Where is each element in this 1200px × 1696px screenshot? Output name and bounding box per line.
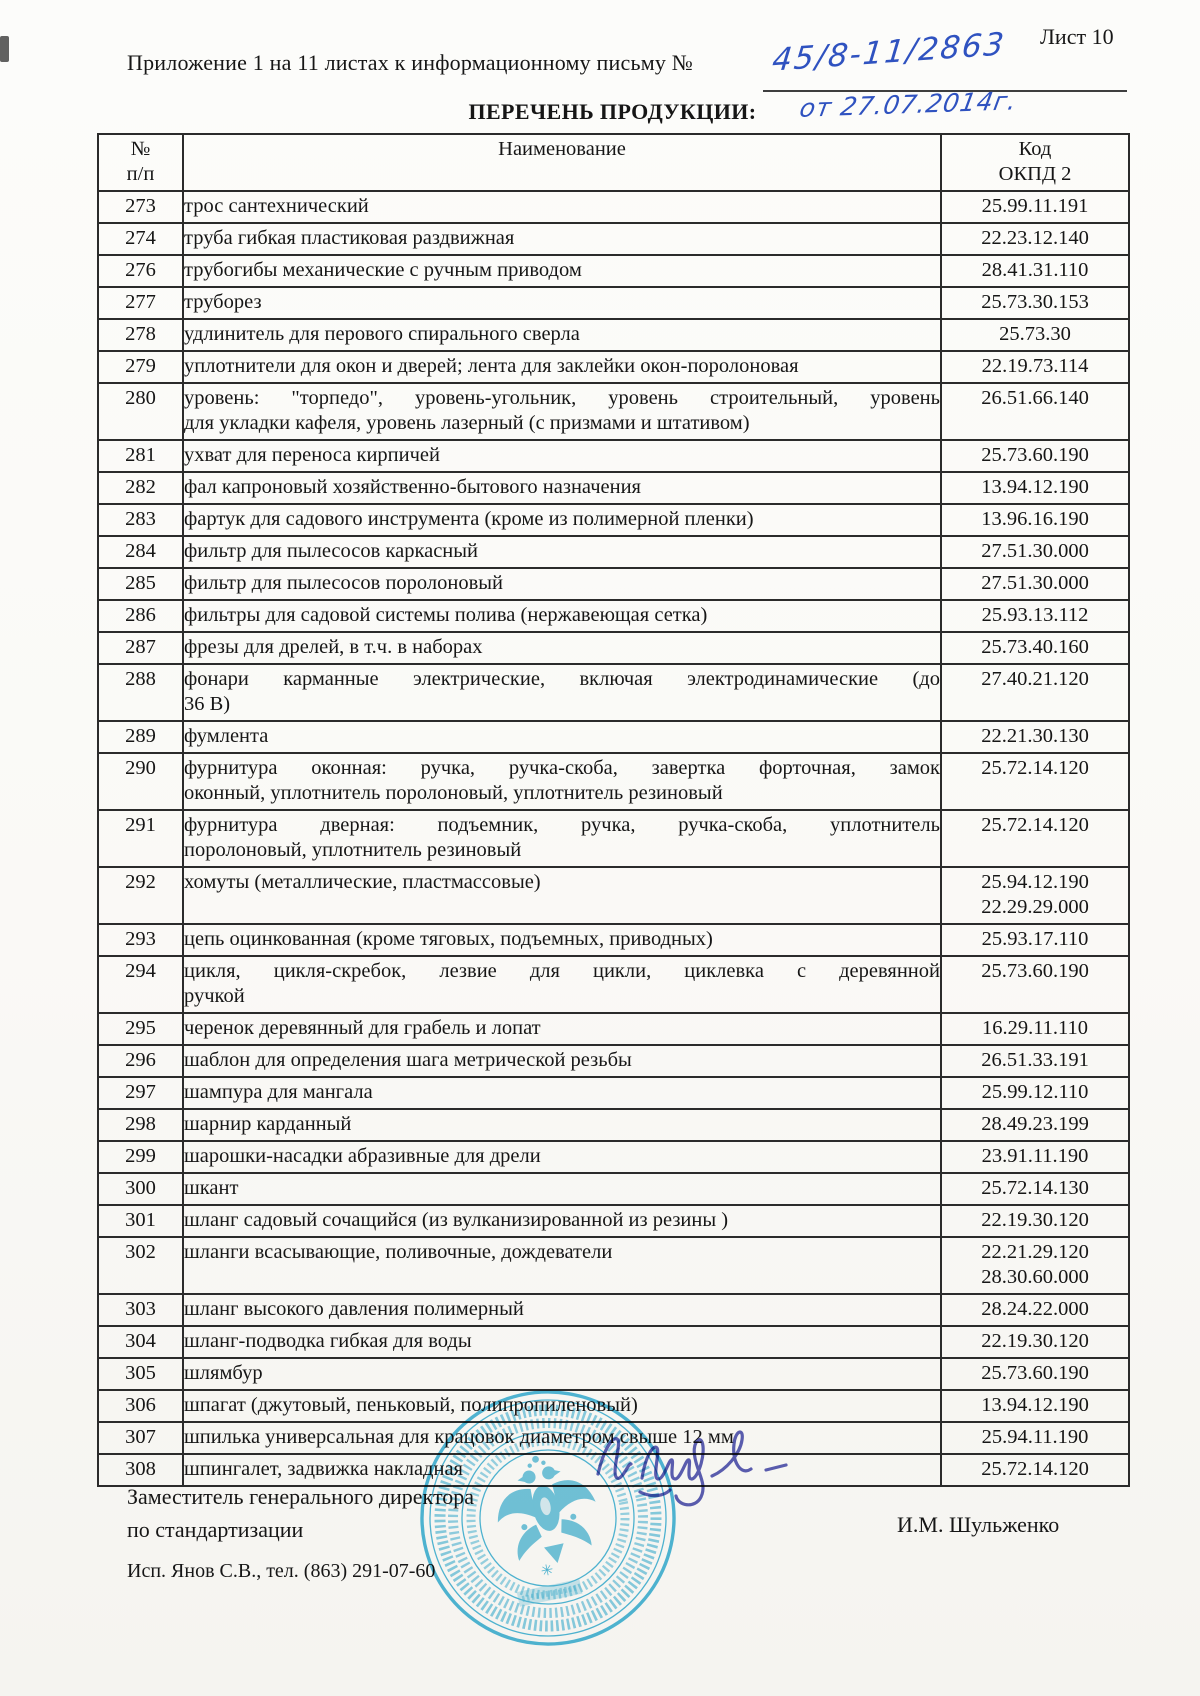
product-name	[183, 600, 941, 632]
row-number: 294	[98, 956, 183, 1013]
product-name-line: удлинитель для перового спирального сверла	[184, 323, 580, 345]
table-row	[98, 721, 1129, 753]
product-name-line: цикля, цикля-скребок, лезвие для цикли, циклевка с деревянной	[184, 960, 940, 982]
page-title: ПЕРЕЧЕНЬ ПРОДУКЦИИ:	[468, 99, 757, 124]
column-header-num-line2: п/п	[126, 163, 155, 185]
row-number: 274	[98, 223, 183, 255]
table-row	[98, 504, 1129, 536]
row-number: 290	[98, 753, 183, 810]
okpd-codes	[941, 383, 1129, 440]
table-row	[98, 956, 1129, 1013]
okpd-code: 25.73.30.153	[981, 291, 1089, 313]
product-name	[183, 810, 941, 867]
okpd-code: 13.96.16.190	[981, 508, 1089, 530]
row-number: 287	[98, 632, 183, 664]
okpd-code: 25.93.17.110	[981, 928, 1089, 950]
product-name-line: шарнир карданный	[184, 1113, 352, 1135]
okpd-codes	[941, 1109, 1129, 1141]
product-name	[183, 191, 941, 223]
table-row	[98, 223, 1129, 255]
okpd-codes	[941, 1205, 1129, 1237]
okpd-codes	[941, 472, 1129, 504]
table-row	[98, 255, 1129, 287]
product-name-line: для укладки кафеля, уровень лазерный (с призмами и штативом)	[184, 412, 750, 434]
table-header-row	[98, 134, 1129, 191]
row-number: 302	[98, 1237, 183, 1294]
product-name-line: уплотнители для окон и дверей; лента для заклейки окон-поролоновая	[184, 355, 799, 377]
table-row	[98, 287, 1129, 319]
row-number: 292	[98, 867, 183, 924]
okpd-code: 22.19.30.120	[981, 1330, 1089, 1352]
row-number: 304	[98, 1326, 183, 1358]
product-name-line: фумлента	[184, 725, 269, 747]
okpd-codes	[941, 287, 1129, 319]
okpd-code: 25.72.14.120	[981, 814, 1089, 836]
product-name-line: труба гибкая пластиковая раздвижная	[184, 227, 515, 249]
signer-position-line2: по стандартизации	[127, 1517, 304, 1542]
row-number: 308	[98, 1454, 183, 1486]
row-number: 285	[98, 568, 183, 600]
row-number: 306	[98, 1390, 183, 1422]
product-name	[183, 924, 941, 956]
product-name	[183, 319, 941, 351]
product-name-line: ручкой	[184, 985, 245, 1007]
okpd-code: 22.23.12.140	[981, 227, 1089, 249]
okpd-code: 23.91.11.190	[981, 1145, 1089, 1167]
product-name	[183, 351, 941, 383]
product-name-line: фонари карманные электрические, включая электродинамические (до	[184, 668, 940, 690]
table-row	[98, 191, 1129, 223]
okpd-codes	[941, 1013, 1129, 1045]
row-number: 299	[98, 1141, 183, 1173]
row-number: 288	[98, 664, 183, 721]
okpd-codes	[941, 1390, 1129, 1422]
okpd-code: 25.73.40.160	[981, 636, 1089, 658]
table-row	[98, 1205, 1129, 1237]
product-name	[183, 472, 941, 504]
table-row	[98, 810, 1129, 867]
product-name	[183, 440, 941, 472]
row-number: 278	[98, 319, 183, 351]
okpd-codes	[941, 1173, 1129, 1205]
svg-text:✳: ✳	[539, 1560, 556, 1581]
okpd-codes	[941, 1422, 1129, 1454]
product-name-line: шампура для мангала	[184, 1081, 373, 1103]
okpd-code: 22.29.29.000	[981, 896, 1089, 918]
okpd-code: 25.72.14.120	[981, 757, 1089, 779]
okpd-code: 13.94.12.190	[981, 476, 1089, 498]
row-number: 283	[98, 504, 183, 536]
product-name-line: шпилька универсальная для крацовок диаметром свыше 12 мм	[184, 1426, 734, 1448]
okpd-codes	[941, 867, 1129, 924]
product-name-line: фартук для садового инструмента (кроме из полимерной пленки)	[184, 508, 754, 530]
okpd-codes	[941, 223, 1129, 255]
product-name	[183, 1077, 941, 1109]
product-name-line: оконный, уплотнитель поролоновый, уплотнитель резиновый	[184, 782, 723, 804]
product-name-line: шланг-подводка гибкая для воды	[184, 1330, 472, 1352]
product-name-line: трос сантехнический	[184, 195, 369, 217]
okpd-code: 22.19.73.114	[981, 355, 1089, 377]
row-number: 280	[98, 383, 183, 440]
product-name	[183, 255, 941, 287]
product-name-line: шланг садовый сочащийся (из вулканизированной из резины )	[184, 1209, 729, 1231]
product-name-line: шарошки-насадки абразивные для дрели	[184, 1145, 541, 1167]
table-row	[98, 536, 1129, 568]
product-name-line: ухват для переноса кирпичей	[184, 444, 440, 466]
row-number: 305	[98, 1358, 183, 1390]
table-row	[98, 924, 1129, 956]
row-number: 307	[98, 1422, 183, 1454]
table-row	[98, 568, 1129, 600]
row-number: 293	[98, 924, 183, 956]
okpd-code: 22.21.29.120	[981, 1241, 1089, 1263]
product-name-line: трубогибы механические с ручным приводом	[184, 259, 582, 281]
table-row	[98, 867, 1129, 924]
row-number: 298	[98, 1109, 183, 1141]
table-row	[98, 1294, 1129, 1326]
product-name	[183, 1109, 941, 1141]
okpd-codes	[941, 810, 1129, 867]
row-number: 295	[98, 1013, 183, 1045]
okpd-code: 25.72.14.120	[981, 1458, 1089, 1480]
okpd-codes	[941, 1237, 1129, 1294]
product-name-line: фурнитура оконная: ручка, ручка-скоба, завертка форточная, замок	[184, 757, 940, 779]
table-row	[98, 1141, 1129, 1173]
product-name-line: уровень: "торпедо", уровень-угольник, уровень строительный, уровень	[184, 387, 940, 409]
okpd-codes	[941, 753, 1129, 810]
product-name-line: труборез	[184, 291, 262, 313]
signer-position-line1: Заместитель генерального директора	[127, 1484, 475, 1509]
column-header-code	[941, 134, 1129, 191]
handwritten-signature	[588, 1412, 838, 1517]
table-row	[98, 1077, 1129, 1109]
product-name	[183, 568, 941, 600]
product-name-line: шланги всасывающие, поливочные, дождеватели	[184, 1241, 613, 1263]
product-name-line: фильтры для садовой системы полива (нержавеющая сетка)	[184, 604, 708, 626]
okpd-codes	[941, 1326, 1129, 1358]
row-number: 296	[98, 1045, 183, 1077]
product-name	[183, 867, 941, 924]
row-number: 291	[98, 810, 183, 867]
table-row	[98, 1173, 1129, 1205]
product-name	[183, 1326, 941, 1358]
product-name-line: шпагат (джутовый, пеньковый, полипропиленовый)	[184, 1394, 638, 1416]
okpd-codes	[941, 1045, 1129, 1077]
row-number: 276	[98, 255, 183, 287]
table-row	[98, 1326, 1129, 1358]
product-name-line: фурнитура дверная: подъемник, ручка, ручка-скоба, уплотнитель	[184, 814, 940, 836]
product-name	[183, 721, 941, 753]
okpd-codes	[941, 536, 1129, 568]
table-row	[98, 632, 1129, 664]
row-number: 277	[98, 287, 183, 319]
okpd-code: 26.51.66.140	[981, 387, 1089, 409]
okpd-codes	[941, 255, 1129, 287]
okpd-codes	[941, 191, 1129, 223]
product-name-line: фал капроновый хозяйственно-бытового назначения	[184, 476, 641, 498]
product-name-line: шланг высокого давления полимерный	[184, 1298, 524, 1320]
product-name	[183, 664, 941, 721]
handwritten-letter-date: от 27.07.2014г.	[797, 86, 1020, 123]
row-number: 284	[98, 536, 183, 568]
okpd-codes	[941, 351, 1129, 383]
row-number: 286	[98, 600, 183, 632]
okpd-code: 25.73.60.190	[981, 960, 1089, 982]
product-name-line: шкант	[184, 1177, 239, 1199]
okpd-codes	[941, 319, 1129, 351]
row-number: 279	[98, 351, 183, 383]
okpd-codes	[941, 1358, 1129, 1390]
signer-name: И.М. Шульженко	[897, 1512, 1060, 1537]
table-row	[98, 664, 1129, 721]
product-name-line: 36 В)	[184, 693, 231, 715]
table-row	[98, 472, 1129, 504]
product-name	[183, 1013, 941, 1045]
row-number: 281	[98, 440, 183, 472]
okpd-code: 13.94.12.190	[981, 1394, 1089, 1416]
column-header-name: Наименование	[183, 134, 941, 191]
product-name	[183, 1141, 941, 1173]
okpd-codes	[941, 1077, 1129, 1109]
product-name-line: шаблон для определения шага метрической резьбы	[184, 1049, 632, 1071]
okpd-codes	[941, 721, 1129, 753]
okpd-codes	[941, 924, 1129, 956]
table-row	[98, 1237, 1129, 1294]
okpd-code: 25.94.11.190	[981, 1426, 1089, 1448]
okpd-codes	[941, 1294, 1129, 1326]
okpd-code: 25.94.12.190	[981, 871, 1089, 893]
product-name-line: шлямбур	[184, 1362, 263, 1384]
product-name-line: хомуты (металлические, пластмассовые)	[184, 871, 541, 893]
product-name-line: поролоновый, уплотнитель резиновый	[184, 839, 522, 861]
okpd-code: 28.49.23.199	[981, 1113, 1089, 1135]
product-name-line: цепь оцинкованная (кроме тяговых, подъемных, приводных)	[184, 928, 713, 950]
table-row	[98, 600, 1129, 632]
product-name	[183, 753, 941, 810]
okpd-codes	[941, 1454, 1129, 1486]
executor-contact-line: Исп. Янов С.В., тел. (863) 291-07-60	[127, 1560, 436, 1582]
okpd-code: 16.29.11.110	[981, 1017, 1089, 1039]
table-row	[98, 1109, 1129, 1141]
okpd-code: 27.51.30.000	[981, 540, 1089, 562]
okpd-code: 25.73.60.190	[981, 444, 1089, 466]
product-name	[183, 956, 941, 1013]
okpd-code: 25.99.11.191	[981, 195, 1089, 217]
product-name	[183, 1237, 941, 1294]
product-name-line: фильтр для пылесосов поролоновый	[184, 572, 504, 594]
okpd-code: 22.21.30.130	[981, 725, 1089, 747]
scan-artifact	[0, 36, 9, 62]
product-name	[183, 536, 941, 568]
table-row	[98, 351, 1129, 383]
product-name	[183, 1294, 941, 1326]
okpd-code: 25.73.30	[999, 323, 1071, 345]
appendix-header-line: Приложение 1 на 11 листах к информационному письму №	[127, 50, 693, 75]
column-header-num-line1: №	[130, 138, 151, 160]
okpd-codes	[941, 664, 1129, 721]
product-name	[183, 223, 941, 255]
table-row	[98, 440, 1129, 472]
row-number: 289	[98, 721, 183, 753]
okpd-codes	[941, 632, 1129, 664]
table-row	[98, 319, 1129, 351]
okpd-code: 27.51.30.000	[981, 572, 1089, 594]
products-table	[97, 133, 1130, 1487]
okpd-codes	[941, 440, 1129, 472]
sheet-number: Лист 10	[1040, 24, 1114, 49]
table-row	[98, 753, 1129, 810]
row-number: 303	[98, 1294, 183, 1326]
product-name-line: черенок деревянный для грабель и лопат	[184, 1017, 541, 1039]
okpd-codes	[941, 504, 1129, 536]
okpd-codes	[941, 956, 1129, 1013]
product-name	[183, 632, 941, 664]
table-row	[98, 1045, 1129, 1077]
row-number: 273	[98, 191, 183, 223]
product-name	[183, 504, 941, 536]
okpd-code: 25.93.13.112	[981, 604, 1089, 626]
okpd-code: 25.73.60.190	[981, 1362, 1089, 1384]
okpd-code: 28.41.31.110	[981, 259, 1089, 281]
table-row	[98, 1013, 1129, 1045]
row-number: 300	[98, 1173, 183, 1205]
product-name	[183, 1045, 941, 1077]
okpd-code: 28.30.60.000	[981, 1266, 1089, 1288]
column-header-num	[98, 134, 183, 191]
column-header-code-line2: ОКПД 2	[998, 163, 1072, 185]
table-row	[98, 383, 1129, 440]
okpd-code: 28.24.22.000	[981, 1298, 1089, 1320]
okpd-codes	[941, 600, 1129, 632]
row-number: 301	[98, 1205, 183, 1237]
product-name	[183, 287, 941, 319]
okpd-code: 26.51.33.191	[981, 1049, 1089, 1071]
product-name-line: шпингалет, задвижка накладная	[184, 1458, 463, 1480]
product-name-line: фильтр для пылесосов каркасный	[184, 540, 479, 562]
handwritten-letter-number: 45/8-11/2863	[770, 26, 1008, 79]
okpd-code: 25.99.12.110	[981, 1081, 1089, 1103]
product-name	[183, 383, 941, 440]
products-table-body	[98, 191, 1129, 1486]
product-name	[183, 1205, 941, 1237]
okpd-code: 25.72.14.130	[981, 1177, 1089, 1199]
product-name-line: фрезы для дрелей, в т.ч. в наборах	[184, 636, 483, 658]
okpd-code: 22.19.30.120	[981, 1209, 1089, 1231]
okpd-code: 27.40.21.120	[981, 668, 1089, 690]
product-name	[183, 1173, 941, 1205]
okpd-codes	[941, 568, 1129, 600]
row-number: 297	[98, 1077, 183, 1109]
column-header-code-line1: Код	[1018, 138, 1052, 160]
row-number: 282	[98, 472, 183, 504]
okpd-codes	[941, 1141, 1129, 1173]
